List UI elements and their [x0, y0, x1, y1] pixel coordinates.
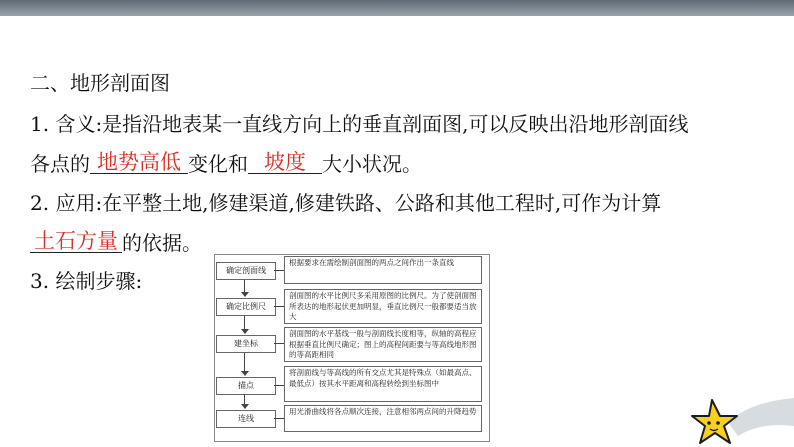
answer-blank-earthwork: 土石方量 [30, 230, 122, 253]
connector-1 [244, 280, 245, 292]
application-line-2 [30, 230, 202, 256]
step-desc-3: 剖面图的水平基线一般与剖面线长度相等，纵轴的高程应根据垂直比例尺确定；图上的高程间距要与等高线地形图的等高距相同 [284, 327, 482, 362]
application-text-b: 的依据。 [122, 231, 202, 255]
step-desc-5: 用光滑曲线将各点顺次连接，注意相邻两点间的升降趋势 [284, 405, 482, 432]
link-3 [274, 343, 284, 344]
meaning-text-b: 变化和 [188, 152, 248, 176]
steps-title: 3. 绘制步骤: [30, 269, 143, 293]
meaning-text-c: 大小状况。 [322, 152, 422, 176]
link-1 [274, 270, 284, 271]
arrow-2 [241, 329, 249, 334]
arrow-3 [241, 371, 249, 376]
meaning-line-2 [30, 151, 422, 177]
connector-4 [244, 395, 245, 404]
step-desc-1: 根据要求在需绘制剖面图的两点之间作出一条直线 [284, 256, 482, 284]
top-banner [0, 0, 794, 16]
meaning-text-a: 各点的 [30, 152, 90, 176]
step-box-1: 确定剖面线 [216, 262, 276, 280]
link-5 [274, 418, 284, 419]
application-line-1: 2. 应用:在平整土地,修建渠道,修建铁路、公路和其他工程时,可作为计算 [30, 191, 662, 215]
arrow-1 [241, 292, 249, 297]
step-box-5: 连线 [216, 410, 276, 428]
connector-3 [244, 353, 245, 371]
answer-blank-slope: 坡度 [248, 151, 322, 174]
section-title: 二、地形剖面图 [30, 71, 170, 95]
step-desc-4: 将剖面线与等高线的所有交点尤其是特殊点（如最高点、最低点）按其水平距离和高程转绘到坐标图中 [284, 366, 482, 402]
link-4 [274, 385, 284, 386]
step-box-3: 建坐标 [216, 335, 276, 353]
star-icon [690, 392, 794, 447]
meaning-line-1: 1. 含义:是指沿地表某一直线方向上的垂直剖面图,可以反映出沿地形剖面线 [30, 112, 689, 136]
step-box-4: 描点 [216, 377, 276, 395]
answer-blank-terrain: 地势高低 [90, 151, 188, 174]
link-2 [274, 306, 284, 307]
arrow-4 [241, 404, 249, 409]
step-box-2: 确定比例尺 [216, 298, 276, 316]
step-desc-2: 剖面图的水平比例尺多采用原图的比例尺。为了使剖面图所表达的地形起伏更加明显，垂直比例尺一般都要适当放大 [284, 289, 482, 324]
connector-2 [244, 316, 245, 329]
